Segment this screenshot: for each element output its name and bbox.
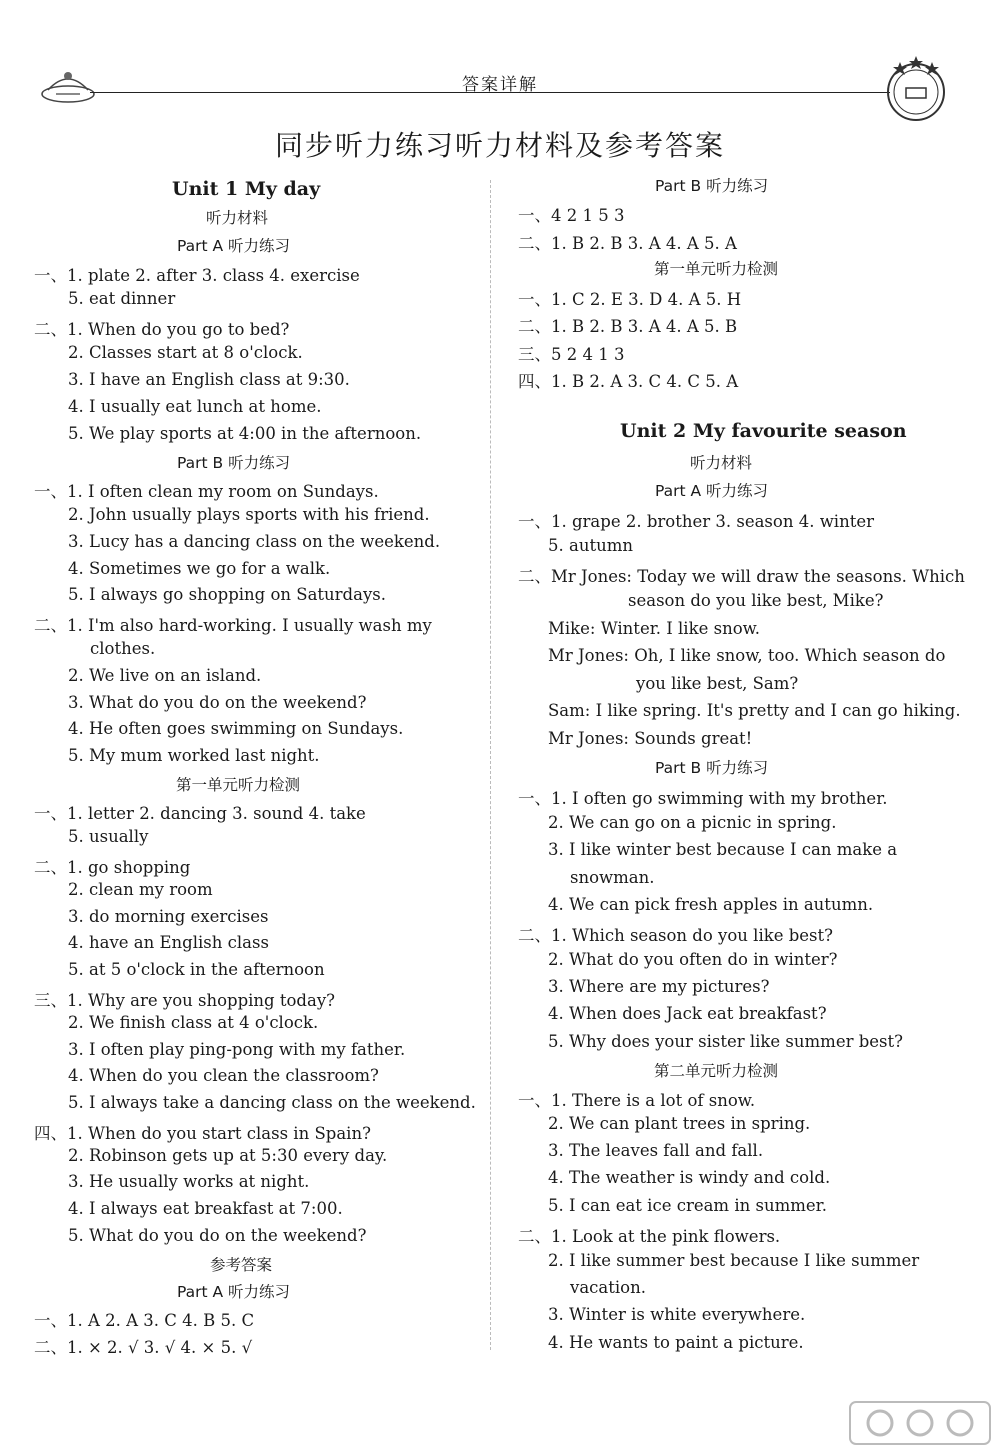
text-line: 四、1. When do you start class in Spain? (34, 1124, 371, 1143)
text-line: 二、1. When do you go to bed? (34, 320, 290, 339)
brand-seal-icon (880, 52, 952, 124)
text-line: 5. eat dinner (68, 289, 176, 308)
text-line: 2. Classes start at 8 o'clock. (68, 343, 303, 362)
text-line: season do you like best, Mike? (628, 591, 884, 610)
text-line: 2. Robinson gets up at 5:30 every day. (68, 1146, 388, 1165)
text-line: 3. The leaves fall and fall. (548, 1141, 764, 1160)
text-line: 一、1. letter 2. dancing 3. sound 4. take (34, 804, 366, 823)
answer-line: 四、1. B 2. A 3. C 4. C 5. A (518, 372, 739, 391)
text-line: 2. We can go on a picnic in spring. (548, 813, 837, 832)
text-line: 3. I often play ping-pong with my father. (68, 1040, 406, 1059)
text-line: 5. at 5 o'clock in the afternoon (68, 960, 325, 979)
text-line: 4. Sometimes we go for a walk. (68, 559, 331, 578)
text-line: 3. Winter is white everywhere. (548, 1305, 806, 1324)
text-line: 2. clean my room (68, 880, 213, 899)
text-line: Mr Jones: Sounds great! (548, 729, 753, 748)
running-title: 答案详解 (462, 75, 538, 95)
section-heading: 听力材料 (690, 454, 753, 472)
text-line: 2. We finish class at 4 o'clock. (68, 1013, 319, 1032)
text-line: 5. What do you do on the weekend? (68, 1226, 367, 1245)
text-line: 5. We play sports at 4:00 in the afternoon. (68, 424, 422, 443)
section-heading: 第一单元听力检测 (176, 776, 301, 794)
column-divider (490, 180, 491, 1350)
text-line: 一、1. I often go swimming with my brother. (518, 789, 888, 808)
text-line: Mike: Winter. I like snow. (548, 619, 761, 638)
section-heading: Part B 听力练习 (655, 759, 769, 777)
text-line: 5. usually (68, 827, 149, 846)
text-line: 3. Where are my pictures? (548, 977, 770, 996)
text-line: 三、1. Why are you shopping today? (34, 991, 335, 1010)
text-line: 一、1. I often clean my room on Sundays. (34, 482, 379, 501)
text-line: 一、1. grape 2. brother 3. season 4. winter (518, 512, 874, 531)
text-line: 4. When do you clean the classroom? (68, 1066, 379, 1085)
text-line: 4. have an English class (68, 933, 269, 952)
text-line: 一、1. There is a lot of snow. (518, 1091, 756, 1110)
section-heading: Part A 听力练习 (655, 482, 769, 500)
answer-line: 二、1. × 2. √ 3. √ 4. × 5. √ (34, 1338, 253, 1357)
text-line: clothes. (90, 639, 156, 658)
text-line: 3. I like winter best because I can make a (548, 840, 898, 859)
section-heading: 第一单元听力检测 (654, 260, 779, 278)
text-line: 4. I usually eat lunch at home. (68, 397, 322, 416)
text-line: 5. My mum worked last night. (68, 746, 320, 765)
text-line: 3. What do you do on the weekend? (68, 693, 367, 712)
text-line: 2. John usually plays sports with his friend. (68, 505, 430, 524)
section-heading: Part A 听力练习 (177, 1283, 291, 1301)
page-title: 同步听力练习听力材料及参考答案 (274, 129, 725, 162)
unit-heading: Unit 1 My day (172, 178, 321, 200)
answer-line: 一、4 2 1 5 3 (518, 206, 625, 225)
text-line: 二、Mr Jones: Today we will draw the seasons. Which (518, 567, 965, 586)
text-line: 2. I like summer best because I like summer (548, 1251, 920, 1270)
text-line: 4. He wants to paint a picture. (548, 1333, 804, 1352)
answer-line: 二、1. B 2. B 3. A 4. A 5. B (518, 317, 738, 336)
text-line: Mr Jones: Oh, I like snow, too. Which season do (548, 646, 946, 665)
text-line: 二、1. Look at the pink flowers. (518, 1227, 781, 1246)
section-heading: 参考答案 (210, 1256, 273, 1274)
text-line: 3. I have an English class at 9:30. (68, 370, 350, 389)
section-heading: 第二单元听力检测 (654, 1062, 779, 1080)
text-line: vacation. (570, 1278, 646, 1297)
text-line: 一、1. plate 2. after 3. class 4. exercise (34, 266, 360, 285)
text-line: 4. When does Jack eat breakfast? (548, 1004, 827, 1023)
text-line: snowman. (570, 868, 655, 887)
text-line: 4. The weather is windy and cold. (548, 1168, 831, 1187)
text-line: 二、1. I'm also hard-working. I usually wash my (34, 616, 432, 635)
text-line: 二、1. go shopping (34, 858, 191, 877)
text-line: Sam: I like spring. It's pretty and I can go hiking. (548, 701, 961, 720)
page-header (0, 0, 1000, 120)
unit-heading: Unit 2 My favourite season (620, 420, 907, 442)
text-line: 二、1. Which season do you like best? (518, 926, 834, 945)
text-line: 4. We can pick fresh apples in autumn. (548, 895, 874, 914)
text-line: 4. I always eat breakfast at 7:00. (68, 1199, 343, 1218)
text-line: 5. I always go shopping on Saturdays. (68, 585, 386, 604)
text-line: 3. Lucy has a dancing class on the weekend. (68, 532, 441, 551)
text-line: 5. I always take a dancing class on the weekend. (68, 1093, 476, 1112)
section-heading: Part B 听力练习 (655, 177, 769, 195)
section-heading: Part A 听力练习 (177, 237, 291, 255)
answer-line: 一、1. A 2. A 3. C 4. B 5. C (34, 1311, 255, 1330)
text-line: 2. We live on an island. (68, 666, 262, 685)
text-line: 5. autumn (548, 536, 633, 555)
text-line: 2. What do you often do in winter? (548, 950, 838, 969)
answer-line: 二、1. B 2. B 3. A 4. A 5. A (518, 234, 737, 253)
section-heading: Part B 听力练习 (177, 454, 291, 472)
section-heading: 听力材料 (206, 209, 269, 227)
text-line: 5. I can eat ice cream in summer. (548, 1196, 827, 1215)
text-line: 3. do morning exercises (68, 907, 269, 926)
corner-watermark-icon (840, 1392, 1000, 1452)
text-line: 2. We can plant trees in spring. (548, 1114, 811, 1133)
text-line: 5. Why does your sister like summer best? (548, 1032, 903, 1051)
text-line: 3. He usually works at night. (68, 1172, 310, 1191)
answer-line: 一、1. C 2. E 3. D 4. A 5. H (518, 290, 742, 309)
text-line: you like best, Sam? (636, 674, 799, 693)
text-line: 4. He often goes swimming on Sundays. (68, 719, 404, 738)
answer-line: 三、5 2 4 1 3 (518, 345, 625, 364)
